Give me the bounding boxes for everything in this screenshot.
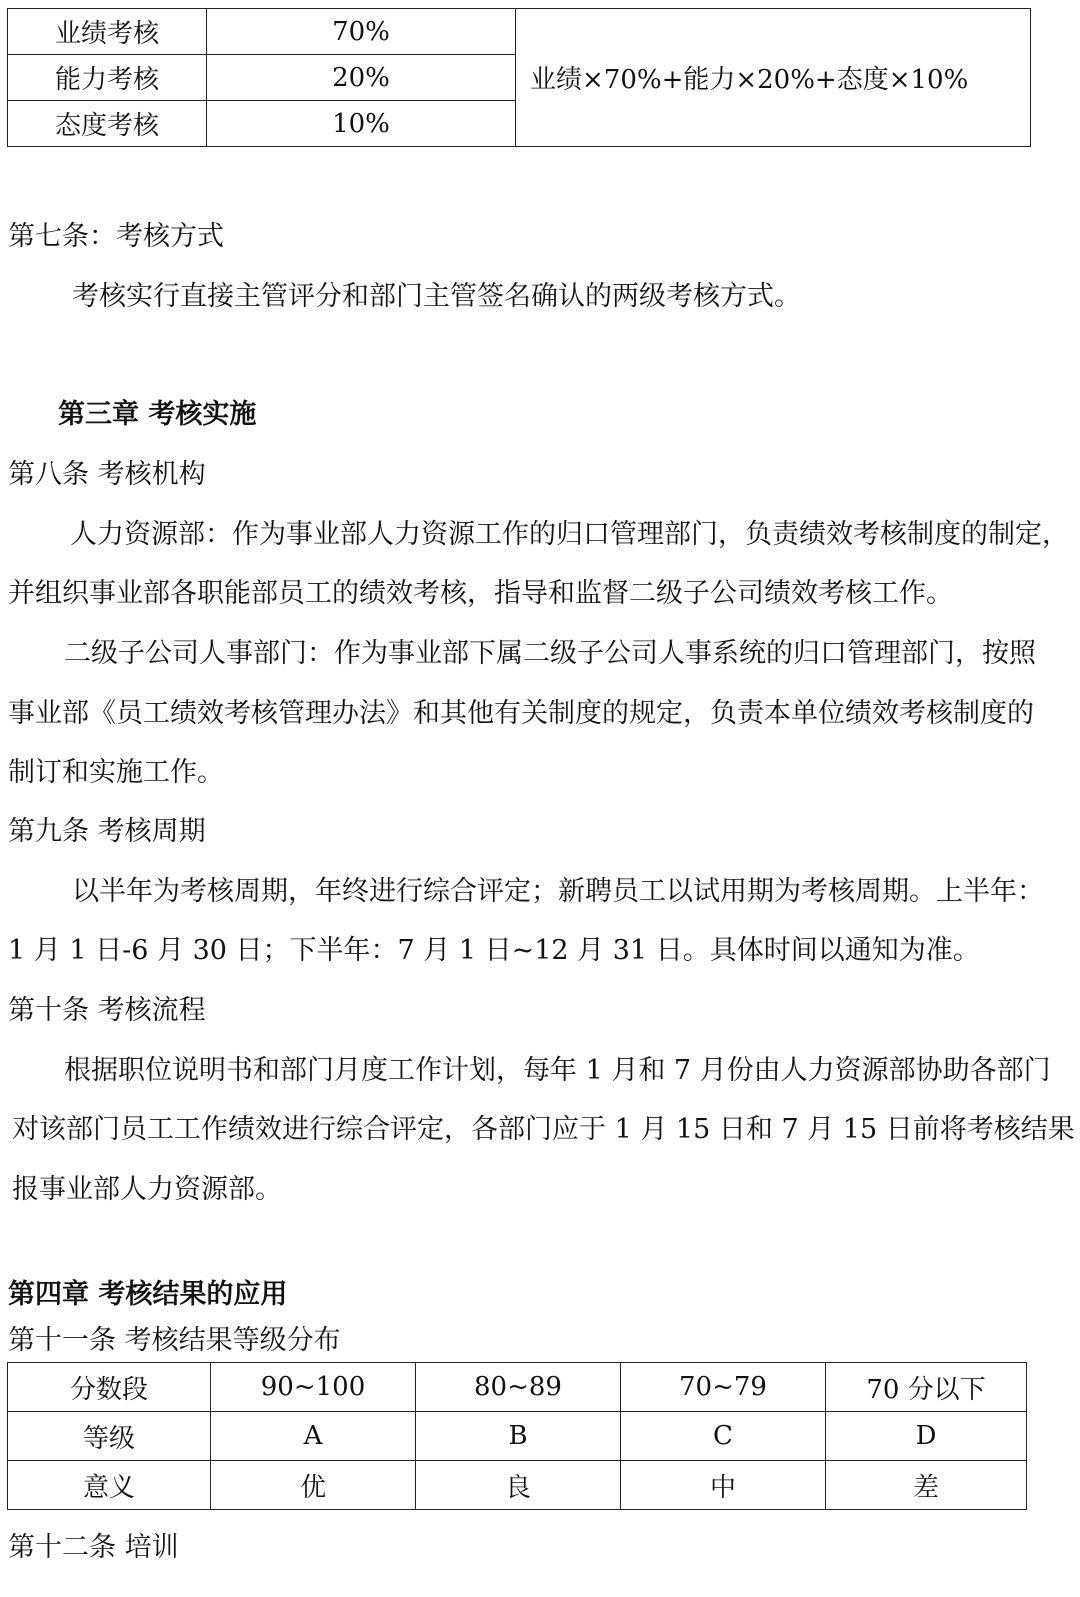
table-cell: A bbox=[211, 1412, 416, 1461]
table-cell: B bbox=[416, 1412, 621, 1461]
table-cell: 优 bbox=[211, 1461, 416, 1510]
article-11-title: 第十一条 考核结果等级分布 bbox=[8, 1325, 341, 1356]
table-row bbox=[8, 1412, 1027, 1461]
paragraph-line: 对该部门员工工作绩效进行综合评定，各部门应于 1 月 15 日和 7 月 15 日前将考核结果 bbox=[12, 1114, 1075, 1145]
article-8-title: 第八条 考核机构 bbox=[8, 459, 206, 490]
table-cell: 良 bbox=[416, 1461, 621, 1510]
chapter-4-heading: 第四章 考核结果的应用 bbox=[8, 1279, 288, 1310]
table-cell: 能力考核 bbox=[8, 55, 207, 101]
table-cell: 10% bbox=[207, 101, 516, 147]
table-cell: 中 bbox=[621, 1461, 826, 1510]
table-cell: 分数段 bbox=[8, 1363, 211, 1412]
table-cell: 70~79 bbox=[621, 1363, 826, 1412]
table-cell: 差 bbox=[826, 1461, 1027, 1510]
table-cell: C bbox=[621, 1412, 826, 1461]
paragraph-line: 制订和实施工作。 bbox=[8, 757, 224, 788]
article-12-title: 第十二条 培训 bbox=[8, 1532, 179, 1563]
table-cell: 业绩考核 bbox=[8, 9, 207, 55]
paragraph-line: 并组织事业部各职能部员工的绩效考核，指导和监督二级子公司绩效考核工作。 bbox=[8, 578, 953, 609]
formula-cell: 业绩×70%+能力×20%+态度×10% bbox=[516, 9, 1031, 147]
table-row bbox=[8, 1461, 1027, 1510]
table-cell: 等级 bbox=[8, 1412, 211, 1461]
table-row bbox=[8, 9, 1031, 55]
table-cell: D bbox=[826, 1412, 1027, 1461]
article-7-title: 第七条：考核方式 bbox=[8, 221, 224, 252]
article-7-body: 考核实行直接主管评分和部门主管签名确认的两级考核方式。 bbox=[72, 281, 801, 312]
paragraph-line: 人力资源部：作为事业部人力资源工作的归口管理部门，负责绩效考核制度的制定， bbox=[70, 519, 1069, 550]
table-cell: 态度考核 bbox=[8, 101, 207, 147]
paragraph-line: 事业部《员工绩效考核管理办法》和其他有关制度的规定，负责本单位绩效考核制度的 bbox=[8, 698, 1034, 729]
table-row bbox=[8, 1363, 1027, 1412]
grade-table bbox=[7, 1362, 1027, 1510]
article-9-title: 第九条 考核周期 bbox=[8, 816, 206, 847]
paragraph-line: 1 月 1 日-6 月 30 日；下半年：7 月 1 日~12 月 31 日。具体时间以通知为准。 bbox=[8, 935, 980, 966]
paragraph-line: 报事业部人力资源部。 bbox=[12, 1174, 282, 1205]
paragraph-line: 以半年为考核周期，年终进行综合评定；新聘员工以试用期为考核周期。上半年： bbox=[72, 876, 1044, 907]
weight-table bbox=[7, 8, 1031, 147]
chapter-3-heading: 第三章 考核实施 bbox=[58, 399, 257, 430]
table-cell: 80~89 bbox=[416, 1363, 621, 1412]
table-cell: 70% bbox=[207, 9, 516, 55]
paragraph-line: 根据职位说明书和部门月度工作计划，每年 1 月和 7 月份由人力资源部协助各部门 bbox=[64, 1055, 1051, 1086]
table-cell: 70 分以下 bbox=[826, 1363, 1027, 1412]
table-cell: 意义 bbox=[8, 1461, 211, 1510]
table-cell: 20% bbox=[207, 55, 516, 101]
table-cell: 90~100 bbox=[211, 1363, 416, 1412]
paragraph-line: 二级子公司人事部门：作为事业部下属二级子公司人事系统的归口管理部门，按照 bbox=[64, 638, 1036, 669]
article-10-title: 第十条 考核流程 bbox=[8, 995, 206, 1026]
